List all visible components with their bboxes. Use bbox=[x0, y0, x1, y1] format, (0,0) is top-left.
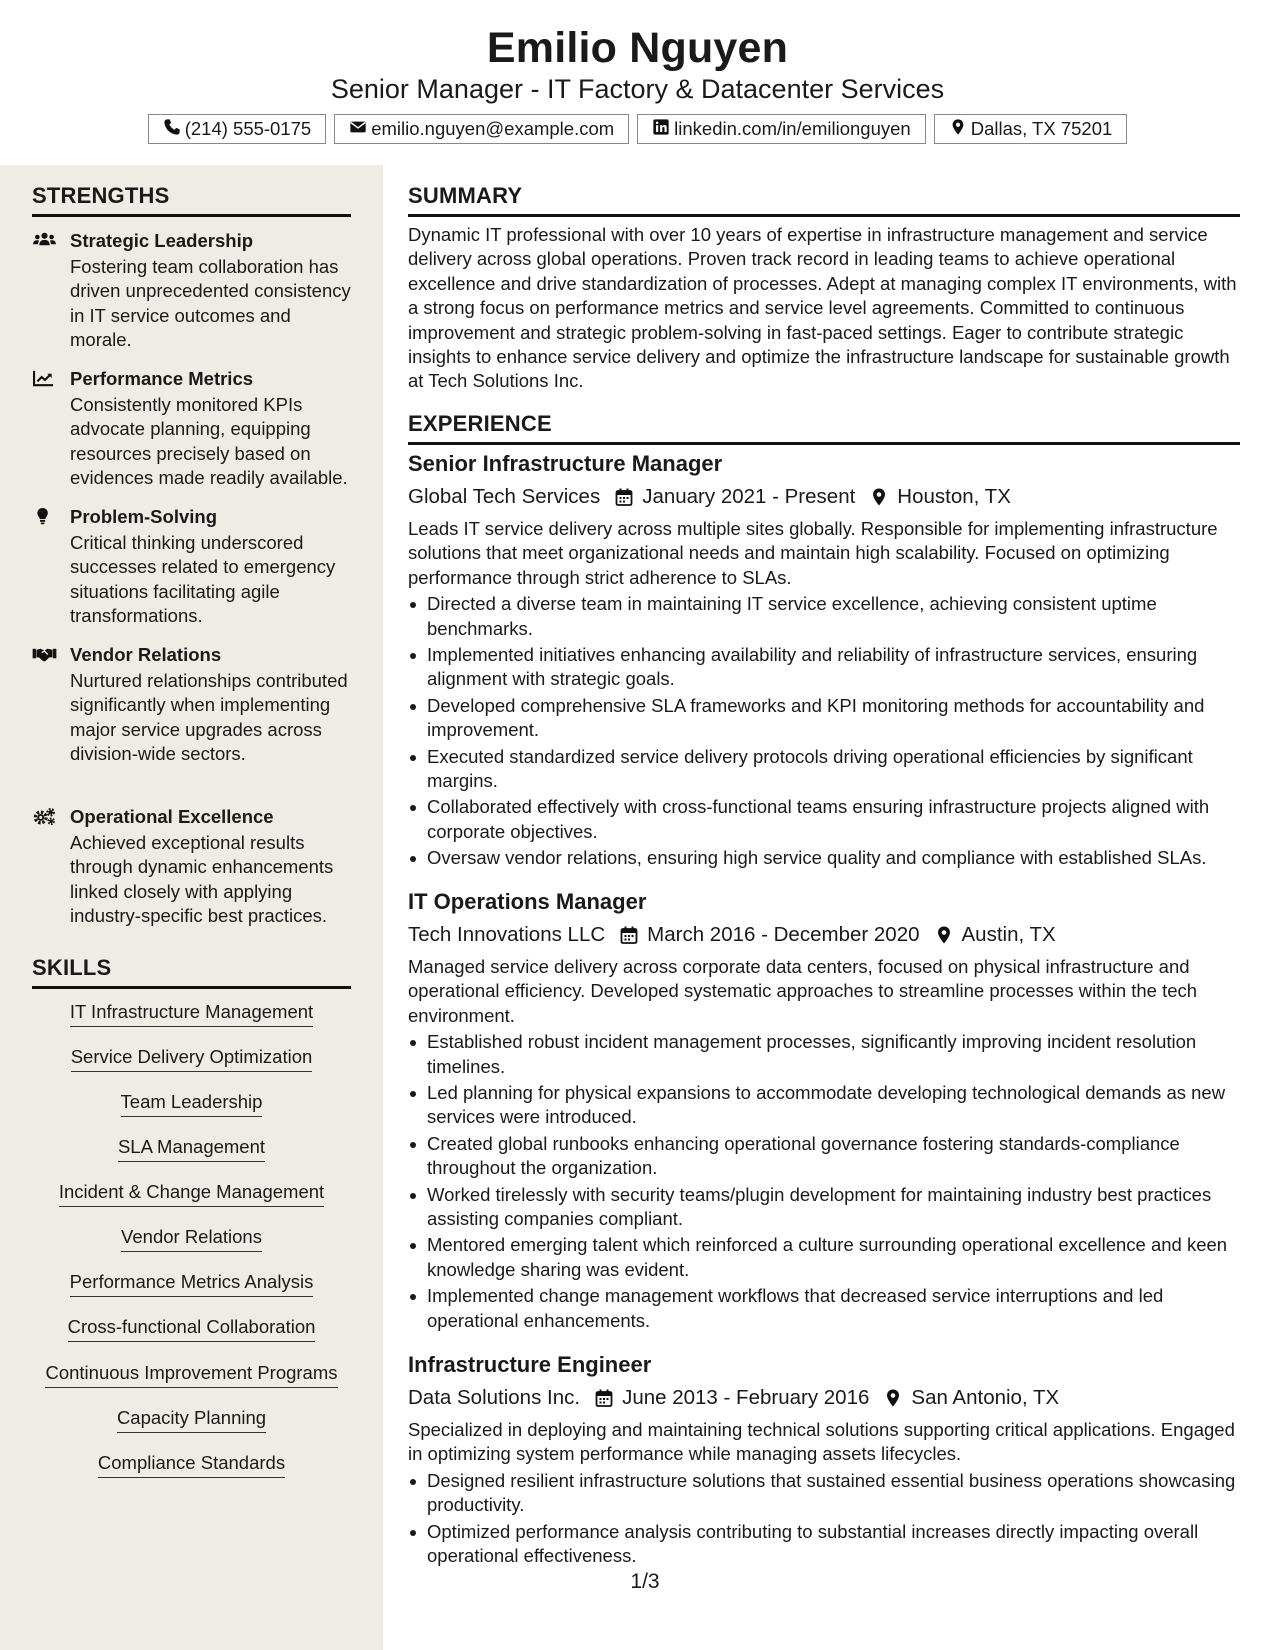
job-bullets bbox=[408, 592, 1240, 870]
linkedin-icon bbox=[652, 118, 670, 141]
job-bullet: Implemented change management workflows that decreased service interruptions and led operational enhancements. bbox=[408, 1284, 1240, 1333]
job-bullet: Created global runbooks enhancing operational governance fostering standards-compliance throughout the organization. bbox=[408, 1132, 1240, 1181]
skills-heading: SKILLS bbox=[32, 955, 351, 989]
candidate-title: Senior Manager - IT Factory & Datacenter Services bbox=[330, 74, 945, 104]
skill-item: Team Leadership bbox=[32, 1091, 351, 1117]
skill-item: IT Infrastructure Management bbox=[32, 1001, 351, 1027]
job-meta bbox=[408, 919, 1240, 951]
job-bullet: Mentored emerging talent which reinforced a culture surrounding operational excellence and keen knowledge sharing was evident. bbox=[408, 1233, 1240, 1282]
job-location: Austin, TX bbox=[961, 923, 1056, 946]
job-bullet: Worked tirelessly with security teams/plugin development for maintaining industry best practices assisting companies compliant. bbox=[408, 1183, 1240, 1232]
contact-email[interactable] bbox=[334, 114, 629, 144]
strength-title: Vendor Relations bbox=[70, 644, 222, 665]
job-bullet: Directed a diverse team in maintaining IT service excellence, achieving consistent uptime benchmarks. bbox=[408, 592, 1240, 641]
map-pin-icon bbox=[934, 925, 954, 945]
contact-email-text: emilio.nguyen@example.com bbox=[371, 118, 615, 139]
contact-bar bbox=[0, 114, 1275, 144]
job-description: Leads IT service delivery across multiple sites globally. Responsible for implementing infrastructure solutions that meet organizational needs and maintain high scalability. Focused on optimizing performance through strict adherence to SLAs. bbox=[408, 518, 1218, 588]
job-company: Data Solutions Inc. bbox=[408, 1386, 581, 1409]
job-title: Infrastructure Engineer bbox=[408, 1352, 652, 1377]
envelope-icon bbox=[349, 118, 367, 141]
job-bullet: Optimized performance analysis contributing to substantial increases directly impacting overall operational effectiveness. bbox=[408, 1520, 1240, 1569]
strengths-heading: STRENGTHS bbox=[32, 183, 351, 217]
job-bullets bbox=[408, 1030, 1240, 1333]
skill-item: Continuous Improvement Programs bbox=[32, 1362, 351, 1388]
job-title: IT Operations Manager bbox=[408, 889, 647, 914]
job-company: Global Tech Services bbox=[408, 485, 601, 508]
chart-line-icon bbox=[32, 369, 57, 389]
job-description: Specialized in deploying and maintaining technical solutions supporting critical applications. Engaged in optimizing system performance while managing assets lifecycles. bbox=[408, 1419, 1235, 1465]
skill-item: Service Delivery Optimization bbox=[32, 1046, 351, 1072]
skill-item: Compliance Standards bbox=[32, 1452, 351, 1478]
job-bullet: Established robust incident management processes, significantly improving incident resolution timelines. bbox=[408, 1030, 1240, 1079]
skill-item: Performance Metrics Analysis bbox=[32, 1271, 351, 1297]
calendar-icon bbox=[594, 1388, 614, 1408]
users-icon bbox=[32, 231, 57, 251]
strength-title: Strategic Leadership bbox=[70, 230, 254, 251]
job-location: Houston, TX bbox=[897, 485, 1011, 508]
sidebar bbox=[0, 165, 383, 1650]
job-bullet: Implemented initiatives enhancing availability and reliability of infrastructure services, ensuring alignment with strategic goals. bbox=[408, 643, 1240, 692]
lightbulb-icon bbox=[32, 507, 57, 527]
contact-phone[interactable] bbox=[148, 114, 327, 144]
gears-icon bbox=[32, 807, 57, 827]
strength-desc: Achieved exceptional results through dynamic enhancements linked closely with applying industry-specific best practices. bbox=[70, 832, 334, 927]
strength-desc: Nurtured relationships contributed significantly when implementing major service upgrades across division-wide sectors. bbox=[70, 670, 348, 765]
strength-title: Problem-Solving bbox=[70, 506, 217, 527]
resume-header bbox=[0, 0, 1275, 165]
job-title: Senior Infrastructure Manager bbox=[408, 451, 723, 476]
job-dates: June 2013 - February 2016 bbox=[622, 1386, 870, 1409]
candidate-name: Emilio Nguyen bbox=[486, 24, 789, 72]
job-company: Tech Innovations LLC bbox=[408, 923, 606, 946]
contact-linkedin[interactable] bbox=[637, 114, 926, 144]
job-bullet: Designed resilient infrastructure solutions that sustained essential business operations showcasing productivity. bbox=[408, 1469, 1240, 1518]
contact-linkedin-text: linkedin.com/in/emilionguyen bbox=[674, 118, 911, 139]
strength-desc: Critical thinking underscored successes related to emergency situations facilitating agile transformations. bbox=[70, 532, 336, 627]
job-meta bbox=[408, 481, 1240, 513]
summary-text: Dynamic IT professional with over 10 years of expertise in infrastructure management and service delivery across global operations. Proven track record in leading teams to achieve operational excellence and drive standardization of processes. Adept at managing complex IT environments, with a strong focus on performance metrics and service level agreements. Committed to continuous improvement and strategic problem-solving in fast-paced settings. Eager to contribute strategic insights to enhance service delivery and optimize the infrastructure landscape for sustainable growth at Tech Solutions Inc. bbox=[408, 224, 1237, 392]
job-bullets bbox=[408, 1469, 1240, 1569]
page-number: 1/3 bbox=[630, 1570, 660, 1593]
summary-heading: SUMMARY bbox=[408, 183, 1240, 217]
contact-phone-text: (214) 555-0175 bbox=[184, 118, 312, 139]
job-bullet: Developed comprehensive SLA frameworks and KPI monitoring methods for accountability and improvement. bbox=[408, 694, 1240, 743]
strength-desc: Consistently monitored KPIs advocate planning, equipping resources precisely based on evidences made readily available. bbox=[70, 394, 348, 489]
skill-item: SLA Management bbox=[32, 1136, 351, 1162]
job-bullet: Oversaw vendor relations, ensuring high service quality and compliance with established SLAs. bbox=[408, 846, 1240, 870]
job-bullet: Executed standardized service delivery protocols driving operational efficiencies by significant margins. bbox=[408, 745, 1240, 794]
contact-location[interactable] bbox=[934, 114, 1128, 144]
job-entry bbox=[408, 451, 1240, 873]
handshake-icon bbox=[32, 645, 57, 665]
strength-title: Operational Excellence bbox=[70, 806, 274, 827]
job-bullet: Collaborated effectively with cross-functional teams ensuring infrastructure projects aligned with corporate objectives. bbox=[408, 795, 1240, 844]
job-bullet: Led planning for physical expansions to accommodate developing technological demands as new services were introduced. bbox=[408, 1081, 1240, 1130]
skill-item: Cross-functional Collaboration bbox=[32, 1316, 351, 1342]
job-entry bbox=[408, 889, 1240, 1335]
skill-item: Incident & Change Management bbox=[32, 1181, 351, 1207]
skill-item: Capacity Planning bbox=[32, 1407, 351, 1433]
job-location: San Antonio, TX bbox=[911, 1386, 1060, 1409]
calendar-icon bbox=[614, 487, 634, 507]
job-dates: January 2021 - Present bbox=[642, 485, 856, 508]
job-meta bbox=[408, 1382, 1240, 1414]
job-dates: March 2016 - December 2020 bbox=[647, 923, 920, 946]
skill-item: Vendor Relations bbox=[32, 1226, 351, 1252]
strength-desc: Fostering team collaboration has driven unprecedented consistency in IT service outcomes and morale. bbox=[70, 256, 351, 351]
map-pin-icon bbox=[869, 487, 889, 507]
job-entry bbox=[408, 1352, 1240, 1570]
experience-heading: EXPERIENCE bbox=[408, 411, 1240, 445]
phone-icon bbox=[163, 118, 181, 141]
contact-location-text: Dallas, TX 75201 bbox=[970, 118, 1113, 139]
job-description: Managed service delivery across corporate data centers, focused on physical infrastructure and operational efficiency. Developed systematic approaches to streamline processes within the tech environment. bbox=[408, 956, 1198, 1026]
strength-title: Performance Metrics bbox=[70, 368, 254, 389]
map-pin-icon bbox=[949, 118, 967, 141]
map-pin-icon bbox=[883, 1388, 903, 1408]
calendar-icon bbox=[619, 925, 639, 945]
